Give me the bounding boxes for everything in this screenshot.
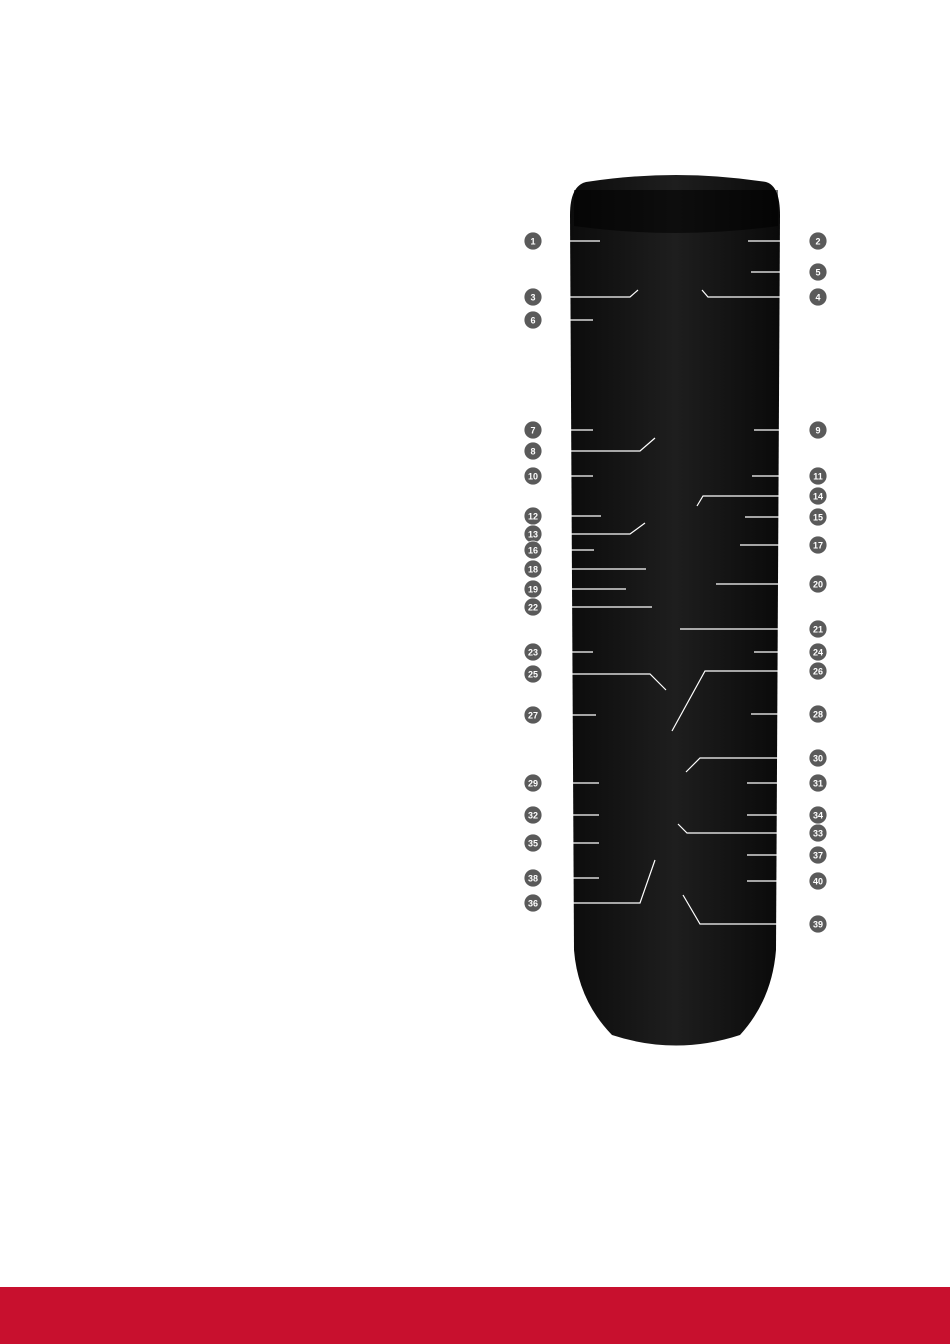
callout-number: 1: [530, 236, 536, 247]
callout-number: 40: [812, 876, 824, 887]
callout-number: 38: [527, 873, 539, 884]
remote-body: [570, 175, 780, 1046]
callout-number: 13: [527, 529, 539, 540]
callout-number: 12: [527, 511, 539, 522]
callout-number: 10: [527, 471, 539, 482]
callout-number: 6: [530, 315, 536, 326]
callout-number: 35: [527, 838, 539, 849]
callout-number: 9: [815, 425, 821, 436]
callout-number: 29: [527, 778, 539, 789]
callout-number: 19: [527, 584, 539, 595]
callout-number: 18: [527, 564, 539, 575]
callout-number: 26: [812, 666, 824, 677]
callout-number: 7: [530, 425, 536, 436]
callout-number: 3: [530, 292, 536, 303]
callout-number: 36: [527, 898, 539, 909]
callout-number: 30: [812, 753, 824, 764]
callout-number: 27: [527, 710, 539, 721]
callout-number: 8: [530, 446, 536, 457]
callout-number: 28: [812, 709, 824, 720]
callout-number: 17: [812, 540, 824, 551]
callout-number: 16: [527, 545, 539, 556]
callout-number: 22: [527, 602, 539, 613]
callout-number: 23: [527, 647, 539, 658]
callout-number: 14: [812, 491, 824, 502]
callout-number: 34: [812, 810, 824, 821]
footer-bar: [0, 1287, 950, 1344]
callout-number: 24: [812, 647, 824, 658]
callout-number: 32: [527, 810, 539, 821]
callout-number: 33: [812, 828, 824, 839]
callout-number: 21: [812, 624, 824, 635]
callout-number: 2: [815, 236, 821, 247]
callout-number: 4: [815, 292, 821, 303]
callout-number: 15: [812, 512, 824, 523]
callout-number: 31: [812, 778, 824, 789]
callout-number: 20: [812, 579, 824, 590]
callout-number: 25: [527, 669, 539, 680]
callout-number: 37: [812, 850, 824, 861]
callout-number: 11: [813, 471, 823, 482]
callout-number: 5: [815, 267, 821, 278]
callout-number: 39: [812, 919, 824, 930]
